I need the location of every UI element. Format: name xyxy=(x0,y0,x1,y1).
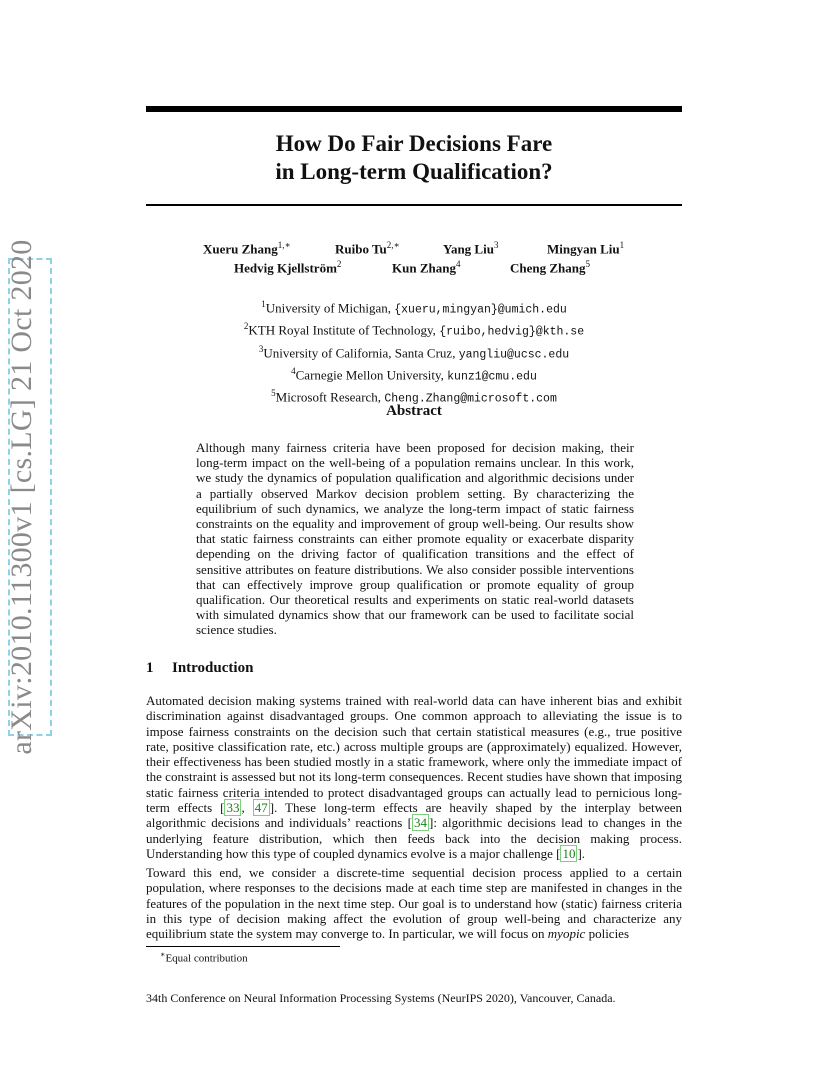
conference-note: 34th Conference on Neural Information Processing Systems (NeurIPS 2020), Vancouver, Canada. xyxy=(146,991,616,1005)
emphasis: myopic xyxy=(547,926,586,942)
citation-link[interactable]: 34 xyxy=(413,815,427,831)
intro-paragraph-1: Automated decision making systems trained with real-world data can have inherent bias and exhibit discrimination against disadvantaged groups. One common approach to alleviating the issue is to impose fairness constraints on the decision such that certain statistical measures (e.g., true positive rate, positive classification rate, etc.) across multiple groups are (approximately) equalized. However, their effectiveness has been studied mostly in a static framework, where only the immediate impact of the constraint is assessed but not its long-term consequences. Recent studies have shown that imposing static fairness criteria intended to protect disadvantaged groups can actually lead to pernicious long-term effects [ 33 , 47 ]. These long-term effects are heavily shaped by the interplay between algorithmic decisions and individuals’ reactions [ 34 ]: algorithmic decisions lead to changes in the underlying feature distribution, which then feeds back into the decision making process. Understanding how this type of coupled dynamics evolve is a major challenge [ 10 ]. xyxy=(146,693,682,861)
email: {xueru,mingyan}@umich.edu xyxy=(394,303,567,317)
affiliation-list xyxy=(146,296,682,408)
title-rule-top xyxy=(146,106,682,112)
citation-link[interactable]: 47 xyxy=(254,800,268,816)
email: {ruibo,hedvig}@kth.se xyxy=(439,325,585,339)
email: yangliu@ucsc.edu xyxy=(458,347,570,361)
author: Ruibo $Tu^{2,∗}$ xyxy=(335,240,400,257)
affiliation: $^3$University of California, Santa Cruz, yangliu@ucsc.edu xyxy=(258,343,570,361)
section-heading xyxy=(146,660,253,677)
arxiv-watermark: arXiv:2010.11300v1 [cs.LG] 21 Oct 2020 xyxy=(5,239,38,755)
author: Kun Zhang$^4$ xyxy=(392,259,461,276)
abstract-text: Although many fairness criteria have been proposed for decision making, their long-term impact on the well-being of a population remains unclear. In this work, we study the dynamics of population qualification and algorithmic decisions under a partially observed Markov decision problem setting. By characterizing the equilibrium of such dynamics, we analyze the long-term impact of static fairness constraints on the equality and improvement of group well-being. Our results show that static fairness constraints can either promote equality or exacerbate disparity depending on the driving factor of qualification transitions and the effect of sensitive attributes on feature distributions. We also consider possible interventions that can effectively improve group qualification or promote equality of group qualification. Our theoretical results and experiments on static real-world datasets with simulated dynamics show that our framework can be used to facilitate social science studies. xyxy=(196,440,634,638)
author: Cheng Zhang$^5$ xyxy=(510,259,590,276)
affiliation: $^5$Microsoft Research, Cheng.Zhang@microsoft.com xyxy=(271,388,557,406)
paper-title xyxy=(146,130,682,186)
email: kunz1@cmu.edu xyxy=(447,370,537,384)
affiliation: $^4$Carnegie Mellon University, kunz1@cmu.edu xyxy=(291,365,537,384)
author: Hedvig Kjellström$^2$ xyxy=(234,259,342,276)
affiliation: $^1$University of Michigan, {xueru,mingyan}@umich.edu xyxy=(261,299,567,317)
author: Yang Liu$^3$ xyxy=(443,240,499,257)
abstract-heading: Abstract xyxy=(386,403,442,419)
title-rule-bottom xyxy=(146,204,682,206)
section-number: 1 xyxy=(146,660,154,676)
citation-link[interactable]: 10 xyxy=(562,845,576,861)
author: Mingyan Liu$^1$ xyxy=(547,240,625,257)
affiliation: $^2$KTH Royal Institute of Technology, {ruibo,hedvig}@kth.se xyxy=(243,321,585,339)
title-line-2: in Long-term Qualification? xyxy=(275,159,553,184)
footnote-rule xyxy=(146,946,340,947)
intro-paragraph-2: Toward this end, we consider a discrete-time sequential decision process applied to a certain population, where responses to the decisions made at each time step are manifested in changes in the features of the population in the next time step. Our goal is to understand how (static) fairness criteria in this type of decision making affect the evolution of group well-being and characterize any equilibrium state the system may converge to. In particular, we will focus on myopic policies xyxy=(146,865,682,942)
citation-link[interactable]: 33 xyxy=(226,800,240,816)
title-line-1: How Do Fair Decisions Fare xyxy=(275,131,553,156)
email: Cheng.Zhang@microsoft.com xyxy=(384,392,557,406)
section-title: Introduction xyxy=(172,660,254,676)
author: Xueru Zhang$^{1,∗}$ xyxy=(203,240,291,257)
footnote: ∗Equal contribution xyxy=(160,950,248,965)
